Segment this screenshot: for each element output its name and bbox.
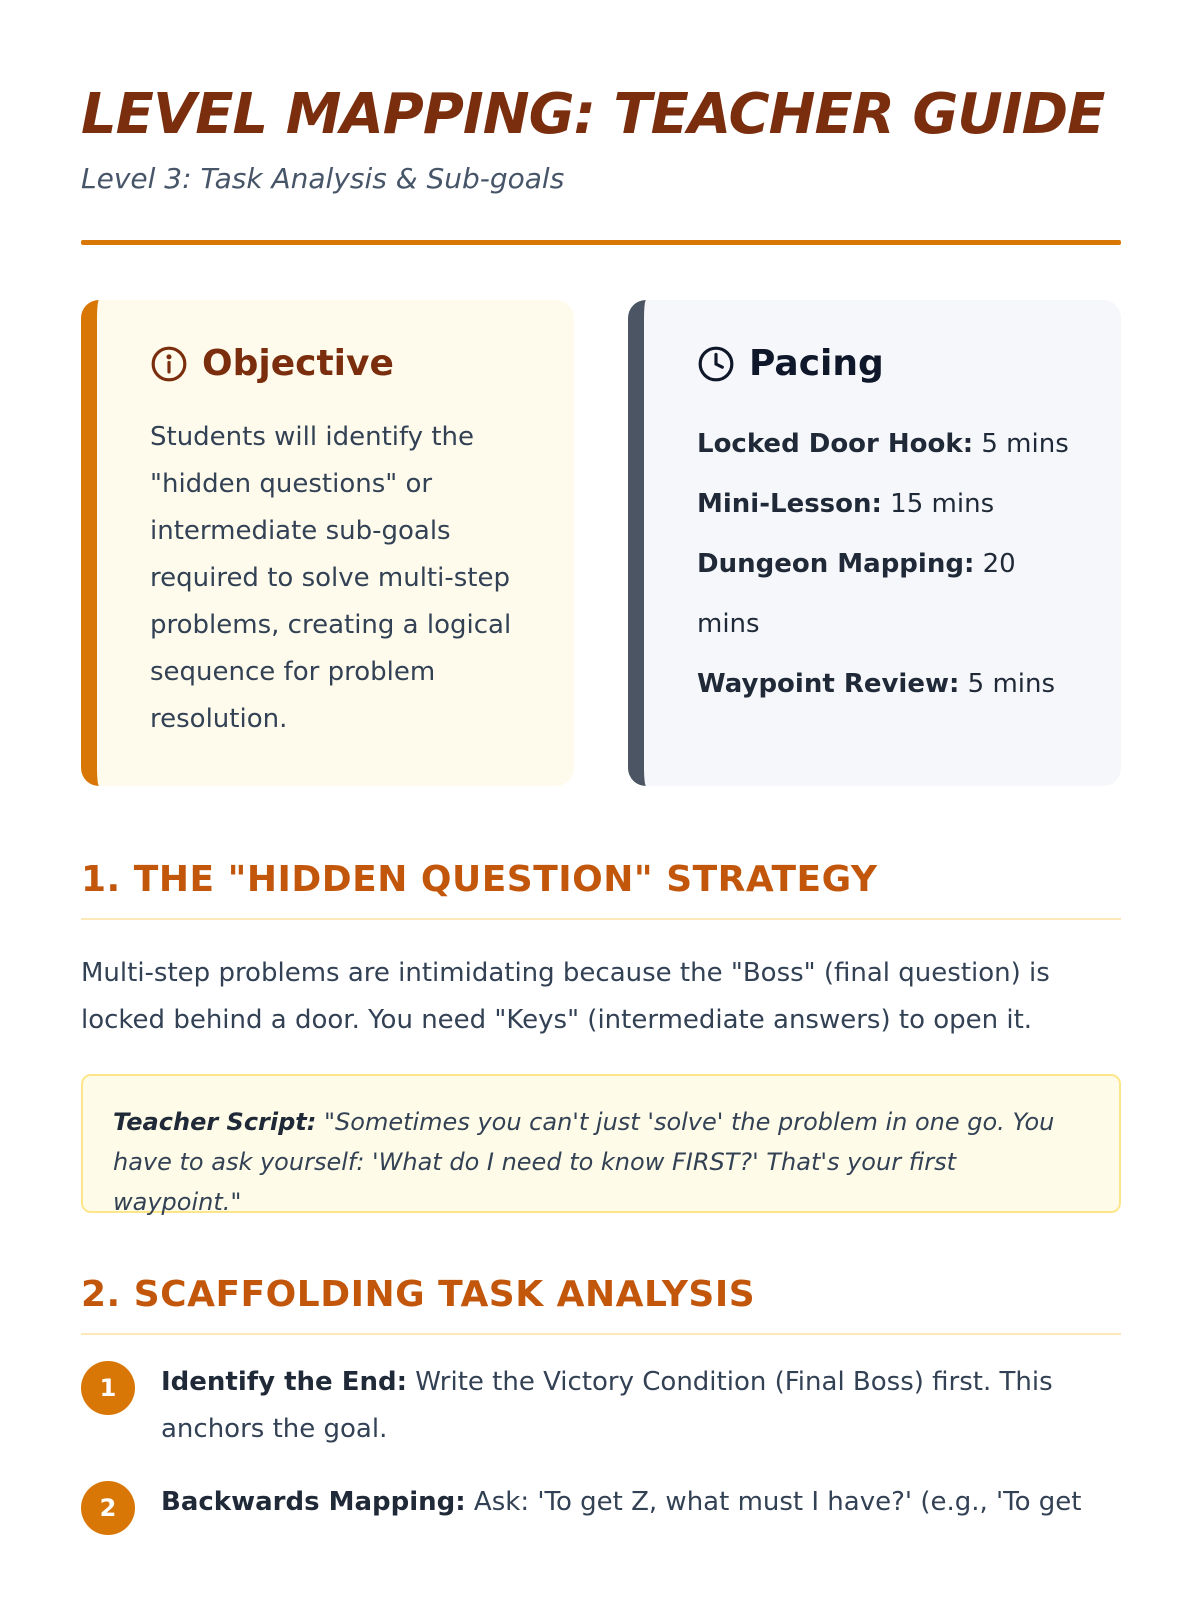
- hidden-question-section: [81, 858, 1121, 1216]
- pacing-item-value: 5 mins: [959, 669, 1056, 699]
- pacing-item-label: Waypoint Review:: [697, 669, 960, 699]
- pacing-item-value: 15 mins: [881, 489, 995, 519]
- teacher-guide-page: [81, 82, 1121, 1561]
- step-number-badge: 2: [81, 1481, 135, 1535]
- list-item: [81, 1479, 1121, 1535]
- pacing-item: [697, 534, 1081, 654]
- section-body: Multi-step problems are intimidating because the "Boss" (final question) is locked behind a door. You need "Keys" (intermediate answers) to open it.: [81, 958, 1050, 1035]
- pacing-item-label: Locked Door Hook:: [697, 429, 974, 459]
- pacing-item: [697, 414, 1081, 474]
- step-text: [161, 1479, 1082, 1526]
- objective-header: [150, 342, 534, 386]
- step-label: Backwards Mapping:: [161, 1487, 466, 1517]
- section-divider: [81, 1333, 1121, 1335]
- step-description: Ask: 'To get Z, what must I have?' (e.g., 'To get: [465, 1487, 1082, 1517]
- info-cards: [81, 300, 1121, 786]
- pacing-card: [628, 300, 1121, 786]
- pacing-item-value: 5 mins: [973, 429, 1069, 459]
- list-item: [81, 1359, 1121, 1453]
- pacing-item: [697, 474, 1081, 534]
- info-icon: [150, 345, 188, 383]
- step-number-badge: 1: [81, 1361, 135, 1415]
- pacing-item-label: Mini-Lesson:: [697, 489, 882, 519]
- title-divider: [81, 240, 1121, 245]
- task-analysis-section: [81, 1273, 1121, 1535]
- pacing-item-value: 20 mins: [697, 549, 1016, 639]
- step-description: Write the Victory Condition (Final Boss) first. This anchors the goal.: [161, 1367, 1053, 1444]
- teacher-script-label: Teacher Script:: [113, 1108, 317, 1136]
- page-subtitle: Level 3: Task Analysis & Sub-goals: [81, 162, 565, 195]
- pacing-item-label: Dungeon Mapping:: [697, 549, 975, 579]
- pacing-item: [697, 654, 1081, 714]
- section-divider: [81, 918, 1121, 920]
- page-title: LEVEL MAPPING: TEACHER GUIDE: [81, 82, 1105, 147]
- section-title: 2. SCAFFOLDING TASK ANALYSIS: [81, 1274, 756, 1315]
- step-label: Identify the End:: [161, 1367, 407, 1397]
- section-title: 1. THE "HIDDEN QUESTION" STRATEGY: [81, 859, 878, 900]
- teacher-script-text: "Sometimes you can't just 'solve' the problem in one go. You have to ask yourself: 'What do I need to know FIRST?' That's your first waypoint.": [113, 1108, 1055, 1216]
- clock-icon: [697, 345, 735, 383]
- objective-text: Students will identify the "hidden questions" or intermediate sub-goals required to solve multi-step problems, creating a logical sequence for problem resolution.: [150, 422, 512, 734]
- pacing-header: [697, 342, 1081, 386]
- objective-title: Objective: [202, 343, 394, 384]
- step-list: [81, 1359, 1121, 1535]
- objective-card: [81, 300, 574, 786]
- teacher-script-box: [81, 1074, 1121, 1216]
- step-text: [161, 1359, 1121, 1453]
- pacing-title: Pacing: [749, 343, 884, 384]
